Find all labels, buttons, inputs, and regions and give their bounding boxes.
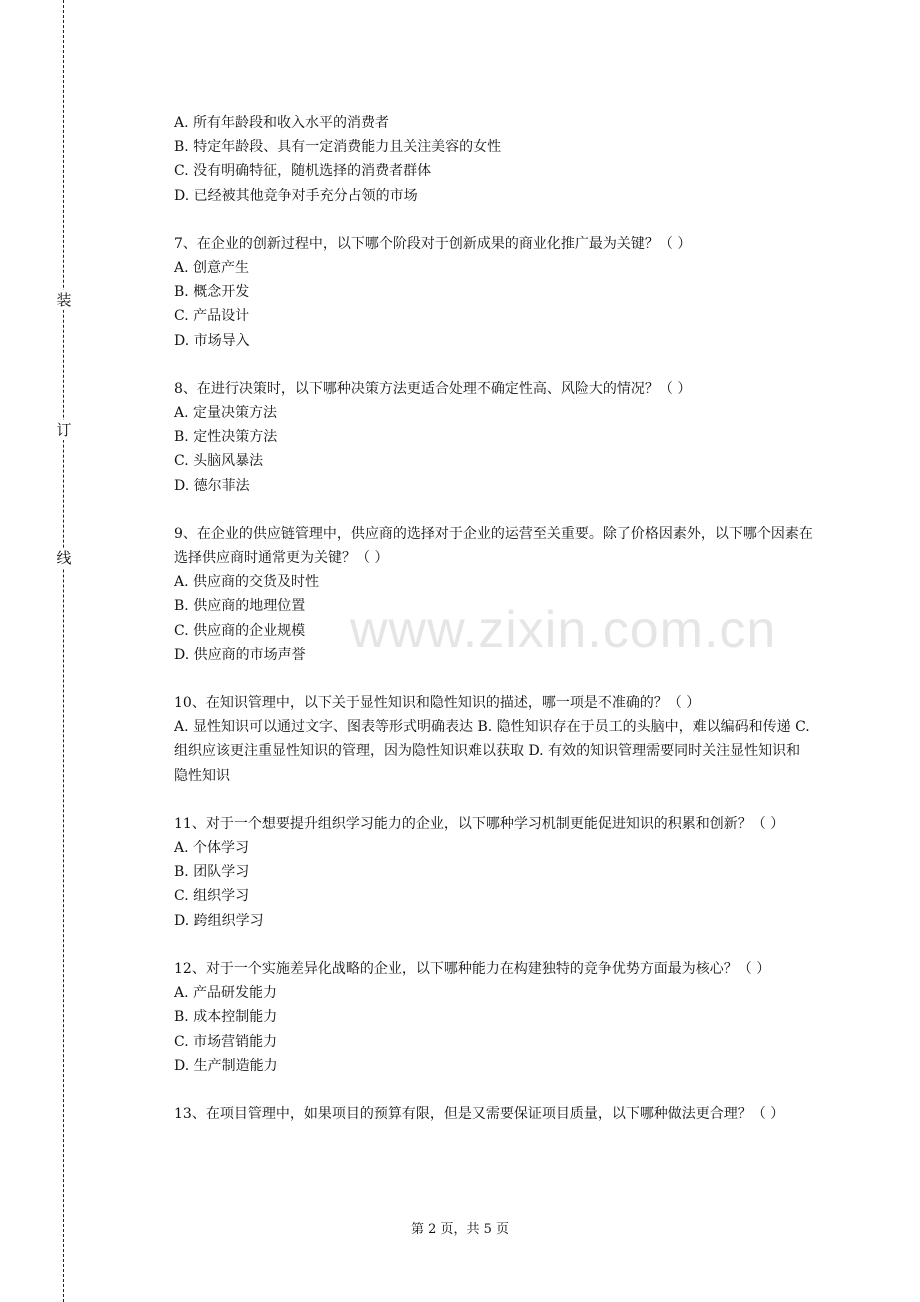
question-text: 8、在进行决策时，以下哪种决策方法更适合处理不确定性高、风险大的情况？（ ）: [174, 380, 692, 397]
option-d: D. 供应商的市场声誉: [174, 646, 306, 663]
option-c: C. 没有明确特征，随机选择的消费者群体: [174, 163, 432, 180]
option-d: D. 生产制造能力: [174, 1057, 278, 1074]
option-d: D. 市场导入: [174, 332, 250, 349]
option-d: D. 已经被其他竞争对手充分占领的市场: [174, 187, 418, 204]
option-c: C. 头脑风暴法: [174, 453, 264, 470]
option-d: D. 跨组织学习: [174, 912, 264, 929]
question-text: 12、对于一个实施差异化战略的企业，以下哪种能力在构建独特的竞争优势方面最为核心？（ ）: [174, 960, 771, 977]
question-text: 7、在企业的创新过程中，以下哪个阶段对于创新成果的商业化推广最为关键？（ ）: [174, 235, 692, 252]
options-paragraph: A. 显性知识可以通过文字、图表等形式明确表达 B. 隐性知识存在于员工的头脑中，难以编码和传递 C. 组织应该更注重显性知识的管理，因为隐性知识难以获取 D. 有效的知识管理需要同时关注显性知识和隐性知识: [174, 719, 810, 784]
question-list: [174, 111, 814, 1150]
option-a: A. 产品研发能力: [174, 985, 278, 1002]
binding-dashed-line: [63, 0, 64, 1302]
option-b: B. 概念开发: [174, 284, 250, 301]
question-block-12: [174, 957, 814, 1078]
question-block-8: [174, 377, 814, 498]
option-a: A. 供应商的交货及时性: [174, 574, 320, 591]
option-c: C. 供应商的企业规模: [174, 622, 306, 639]
option-b: B. 特定年龄段、具有一定消费能力且关注美容的女性: [174, 139, 502, 156]
option-c: C. 市场营销能力: [174, 1033, 278, 1050]
question-text: 13、在项目管理中，如果项目的预算有限，但是又需要保证项目质量，以下哪种做法更合理？（ ）: [174, 1105, 785, 1122]
watermark-text: www.zixin.com.cn: [350, 601, 777, 659]
option-c: C. 产品设计: [174, 308, 250, 325]
question-block-13: [174, 1102, 814, 1126]
binding-char-zhuang: 装: [56, 291, 72, 309]
page-footer: 第 2 页，共 5 页: [410, 1222, 510, 1237]
question-block-10: [174, 691, 814, 788]
question-block-7: [174, 232, 814, 353]
binding-char-xian: 线: [56, 549, 72, 567]
option-d: D. 德尔菲法: [174, 477, 250, 494]
option-a: A. 创意产生: [174, 260, 250, 277]
option-c: C. 组织学习: [174, 888, 250, 905]
question-text: 10、在知识管理中，以下关于显性知识和隐性知识的描述，哪一项是不准确的？（ ）: [174, 695, 701, 712]
option-a: A. 所有年龄段和收入水平的消费者: [174, 115, 390, 131]
question-text: 9、在企业的供应链管理中，供应商的选择对于企业的运营至关重要。除了价格因素外，以下哪个因素在选择供应商时通常更为关键？（ ）: [174, 525, 813, 567]
binding-char-ding: 订: [56, 421, 72, 439]
option-a: A. 个体学习: [174, 840, 250, 857]
option-b: B. 团队学习: [174, 864, 250, 881]
option-b: B. 成本控制能力: [174, 1009, 278, 1026]
question-block-6-options: [174, 111, 814, 208]
question-block-11: [174, 812, 814, 933]
option-a: A. 定量决策方法: [174, 405, 278, 422]
question-block-9: [174, 522, 814, 667]
option-b: B. 供应商的地理位置: [174, 598, 306, 615]
question-text: 11、对于一个想要提升组织学习能力的企业，以下哪种学习机制更能促进知识的积累和创新？（ ）: [174, 815, 785, 832]
option-b: B. 定性决策方法: [174, 429, 278, 446]
